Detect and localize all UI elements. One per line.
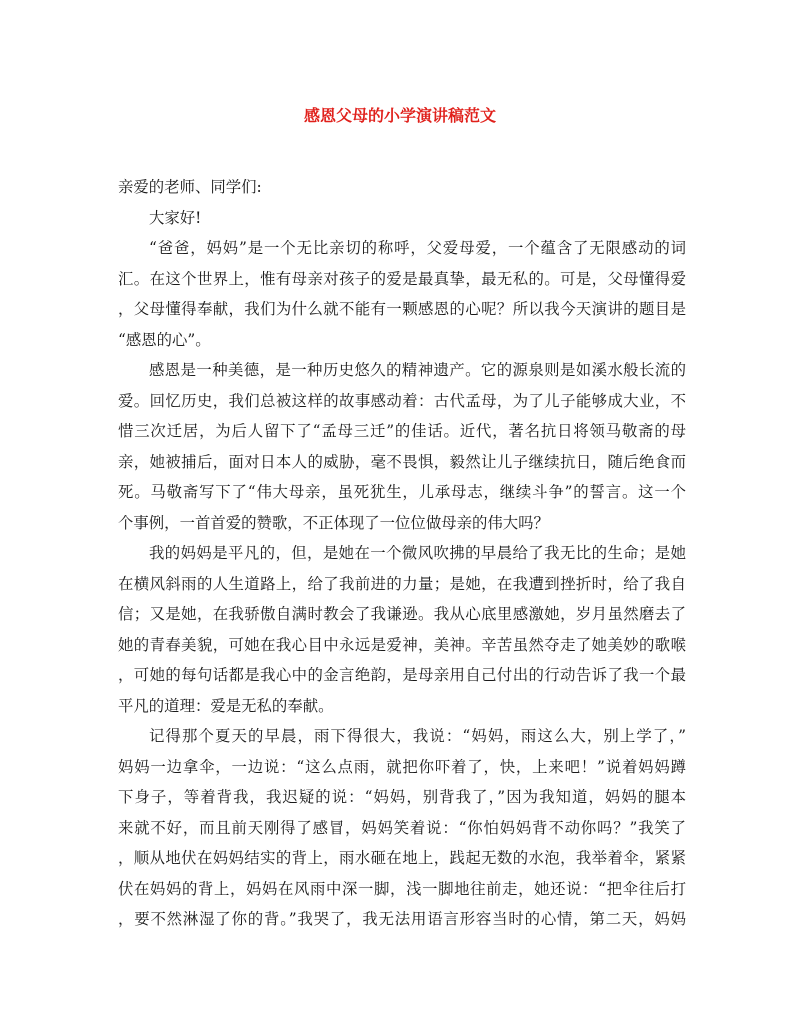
text-line: 惜三次迁居，为后人留下了“孟母三迁”的佳话。近代，著名抗日将领马敬斋的母 (118, 422, 686, 440)
text-line: 在横风斜雨的人生道路上，给了我前进的力量；是她，在我遭到挫折时，给了我自 (118, 574, 686, 593)
text-line: 记得那个夏天的早晨，雨下得很大，我说：“妈妈，雨这么大，别上学了，” (149, 727, 686, 745)
text-line: 大家好! (149, 208, 202, 227)
text-line: “爸爸，妈妈”是一个无比亲切的称呼，父爱母爱，一个蕴含了无限感动的词 (149, 239, 686, 257)
text-line: 汇。在这个世界上，惟有母亲对孩子的爱是最真挚，最无私的。可是，父母懂得爱 (118, 269, 686, 288)
text-line: 妈妈一边拿伞，一边说：“这么点雨，就把你吓着了，快，上来吧！”说着妈妈蹲 (118, 757, 686, 776)
text-line: 下身子，等着背我，我迟疑的说：“妈妈，别背我了，”因为我知道，妈妈的腿本 (118, 788, 686, 806)
text-line: 平凡的道理：爱是无私的奉献。 (118, 696, 334, 715)
text-line: 伏在妈妈的背上，妈妈在风雨中深一脚，浅一脚地往前走，她还说：“把伞往后打 (118, 879, 686, 898)
text-line: ，要不然淋湿了你的背。”我哭了，我无法用语言形容当时的心情，第二天，妈妈 (118, 910, 686, 928)
text-line: 爱。回忆历史，我们总被这样的故事感动着：古代孟母，为了儿子能够成大业，不 (118, 391, 686, 410)
text-line: 她的青春美貌，可她在我心目中永远是爱神，美神。辛苦虽然夺走了她美妙的歌喉 (118, 635, 686, 654)
text-line: ，顺从地伏在妈妈结实的背上，雨水砸在地上，践起无数的水泡，我举着伞，紧紧 (118, 849, 686, 867)
text-line: ，可她的每句话都是我心中的金言绝韵，是母亲用自己付出的行动告诉了我一个最 (118, 666, 686, 684)
text-line: 信；又是她，在我骄傲自满时教会了我谦逊。我从心底里感激她，岁月虽然磨去了 (118, 605, 686, 623)
text-line: 亲爱的老师、同学们: (118, 178, 262, 196)
text-line: 感恩是一种美德，是一种历史悠久的精神遗产。它的源泉则是如溪水般长流的 (149, 361, 686, 379)
text-line: 亲，她被捕后，面对日本人的威胁，毫不畏惧，毅然让儿子继续抗日，随后绝食而 (118, 452, 686, 471)
text-line: “感恩的心”。 (118, 330, 211, 349)
text-line: 来就不好，而且前天刚得了感冒，妈妈笑着说：“你怕妈妈背不动你吗？”我笑了 (118, 818, 686, 837)
text-line: 个事例，一首首爱的赞歌，不正体现了一位位做母亲的伟大吗？ (118, 513, 549, 532)
document-title: 感恩父母的小学演讲稿范文 (303, 106, 496, 125)
text-line: 我的妈妈是平凡的，但，是她在一个微风吹拂的早晨给了我无比的生命；是她 (149, 544, 686, 562)
text-line: 死。马敬斋写下了“伟大母亲，虽死犹生，儿承母志，继续斗争”的誓言。这一个 (118, 483, 686, 501)
document-body (118, 172, 686, 935)
text-line: ，父母懂得奉献，我们为什么就不能有一颗感恩的心呢？所以我今天演讲的题目是 (118, 300, 686, 318)
